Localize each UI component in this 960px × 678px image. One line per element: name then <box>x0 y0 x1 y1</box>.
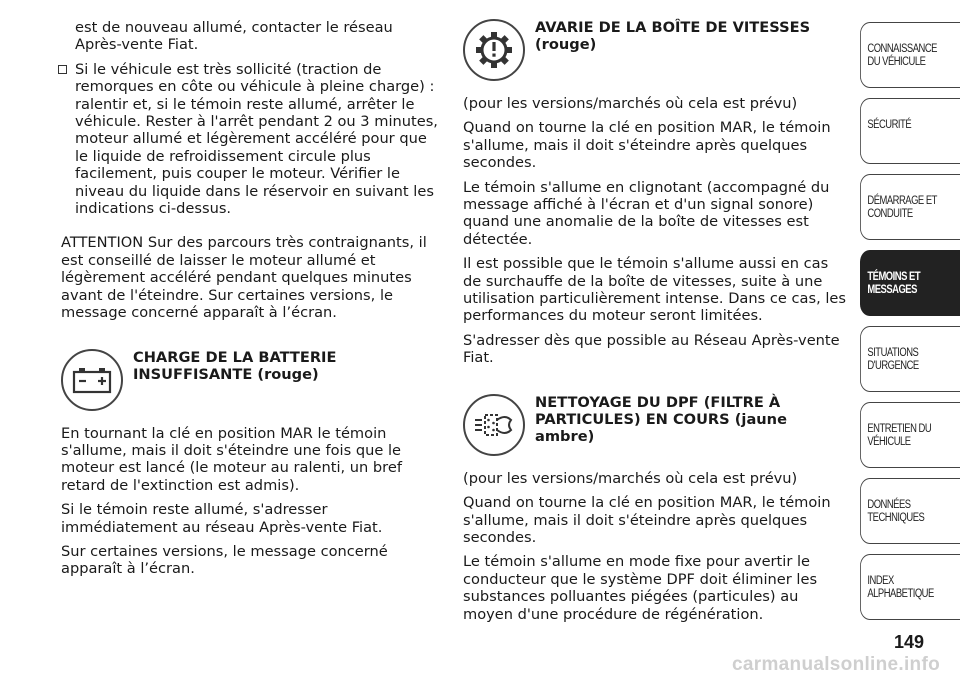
tab-label: DONNÉES TECHNIQUES <box>867 499 925 524</box>
continued-line-2: Après-vente Fiat. <box>75 36 199 54</box>
battery-icon <box>61 349 123 411</box>
bullet-item <box>61 61 439 218</box>
battery-paragraph-3: Sur certaines versions, le message concerné apparaît à l’écran. <box>61 542 388 578</box>
gearbox-paragraph-1: (pour les versions/marchés où cela est prévu) <box>463 95 798 112</box>
left-column <box>61 0 439 585</box>
dpf-paragraph-3: Le témoin s'allume en mode fixe pour avertir le conducteur que le système DPF doit éliminer les substances polluantes piégées (particules) au moyen d'une procédure de régénération. <box>463 553 818 623</box>
tab-situations-urgence[interactable] <box>860 326 960 392</box>
battery-paragraph-1: En tournant la clé en position MAR le témoin s'allume, mais il doit s'éteindre une fois que le moteur est lancé (le moteur au ralenti, un bref retard de l'extinction est admis). <box>61 424 402 494</box>
gearbox-warning-block <box>463 19 849 83</box>
dpf-paragraph-1: (pour les versions/marchés où cela est prévu) <box>463 469 798 487</box>
tab-demarrage-conduite[interactable] <box>860 174 960 240</box>
battery-paragraph-2: Si le témoin reste allumé, s'adresser immédiatement au réseau Après-vente Fiat. <box>61 501 383 536</box>
battery-warning-title: CHARGE DE LA BATTERIE INSUFFISANTE (rouge) <box>133 348 337 383</box>
right-column <box>463 0 849 630</box>
tab-index-alphabetique[interactable] <box>860 554 960 620</box>
dpf-filter-icon <box>463 394 525 456</box>
tab-label: CONNAISSANCE DU VÉHICULE <box>867 43 937 68</box>
gearbox-paragraph-3: Le témoin s'allume en clignotant (accompagné du message affiché à l'écran et d'un signal sonore) quand une anomalie de la boîte de vitesses est détectée. <box>463 178 830 248</box>
page-number: 149 <box>893 632 924 652</box>
gearbox-paragraph-5: S'adresser dès que possible au Réseau Après-vente Fiat. <box>463 331 840 367</box>
gear-warning-icon <box>463 19 525 81</box>
battery-warning-block <box>61 349 439 413</box>
dpf-paragraph-2: Quand on tourne la clé en position MAR, le témoin s'allume, mais il doit s'éteindre après quelques secondes. <box>463 494 831 546</box>
continued-text <box>61 19 439 54</box>
tab-connaissance-vehicule[interactable] <box>860 22 960 88</box>
tab-securite[interactable] <box>860 98 960 164</box>
tab-label: SITUATIONS D'URGENCE <box>867 347 919 372</box>
dpf-warning-title: NETTOYAGE DU DPF (FILTRE À PARTICULES) EN COURS (jaune ambre) <box>535 393 787 445</box>
tab-donnees-techniques[interactable] <box>860 478 960 544</box>
tab-label: SÉCURITÉ <box>867 119 912 131</box>
gearbox-paragraph-4: Il est possible que le témoin s'allume aussi en cas de surchauffe de la boîte de vitesses, suite à une utilisation particulièrement intense. Dans ce cas, les performances du moteur seront limitées. <box>463 255 846 325</box>
watermark: carmanualsonline.info <box>732 654 940 675</box>
tab-label: DÉMARRAGE ET CONDUITE <box>867 195 937 220</box>
dpf-warning-block <box>463 394 849 458</box>
gearbox-paragraph-2: Quand on tourne la clé en position MAR, le témoin s'allume, mais il doit s'éteindre après quelques secondes. <box>463 119 831 172</box>
continued-line-1: est de nouveau allumé, contacter le réseau <box>75 19 393 36</box>
gearbox-warning-title: AVARIE DE LA BOÎTE DE VITESSES (rouge) <box>535 19 811 53</box>
tab-label: TÉMOINS ET MESSAGES <box>867 271 921 296</box>
tab-label: ENTRETIEN DU VÉHICULE <box>867 423 932 448</box>
attention-paragraph: ATTENTION Sur des parcours très contraignants, il est conseillé de laisser le moteur allumé et légèrement accéléré pendant quelques minutes avant de l'éteindre. Sur certaines versions, le message concerné apparaît à l’écran. <box>61 234 427 322</box>
bullet-box-icon <box>58 65 67 74</box>
tab-entretien-vehicule[interactable] <box>860 402 960 468</box>
bullet-text: Si le véhicule est très sollicité (traction de remorques en côte ou véhicule à pleine charge) : ralentir et, si le témoin reste allumé, arrêter le véhicule. Rester à l'arrêt pendant 2 ou 3 minutes, moteur allumé et légèrement accéléré pour que le liquide de refroidissement circule plus facilement, puis couper le moteur. Vérifier le niveau du liquide dans le réservoir en suivant les indications ci-dessus. <box>75 60 438 218</box>
tab-temoins-messages[interactable] <box>860 250 960 316</box>
chapter-sidebar <box>860 22 960 630</box>
tab-label: INDEX ALPHABETIQUE <box>867 575 934 600</box>
